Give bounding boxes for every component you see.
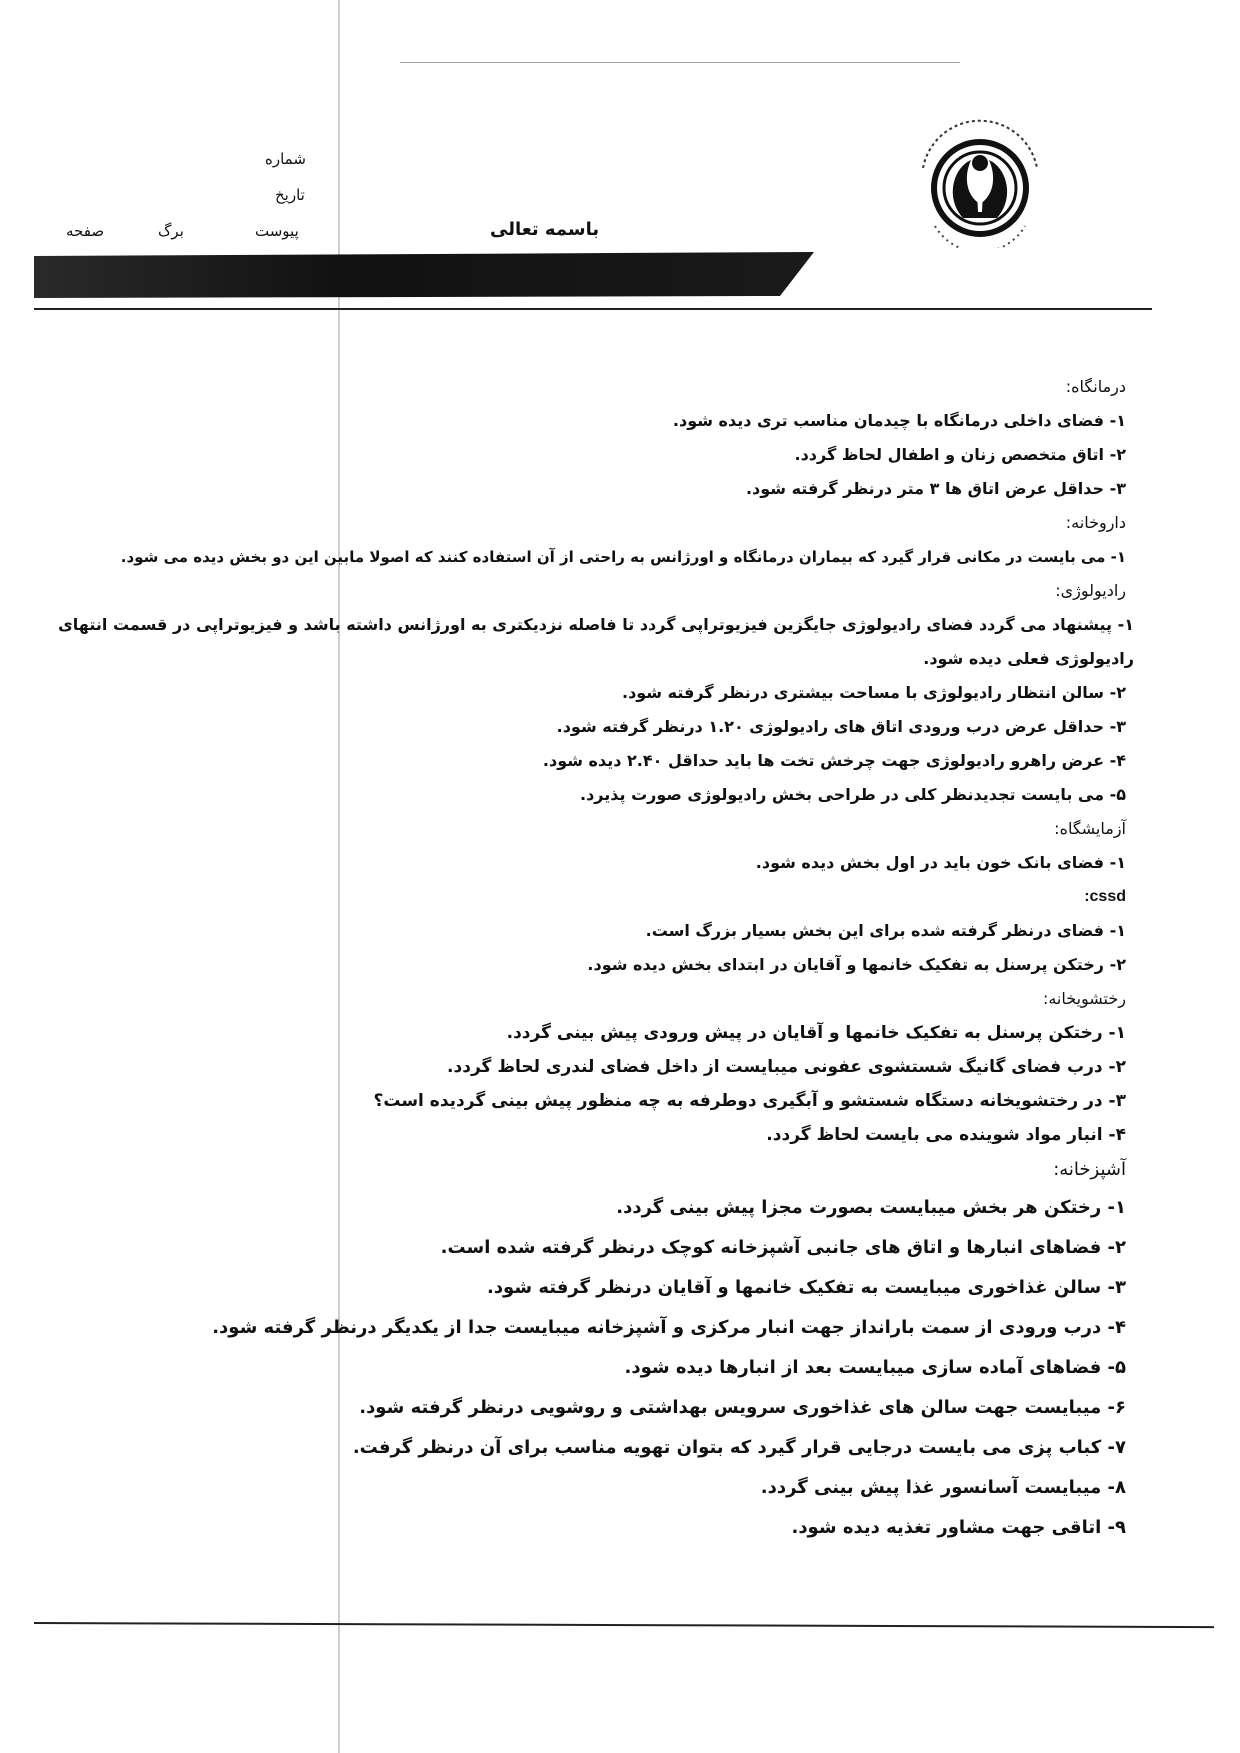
list-item: ۵- فضاهای آماده سازی میبایست بعد از انبارها دیده شود. xyxy=(624,1357,1126,1378)
footer-divider xyxy=(34,1622,1214,1628)
list-item: ۹- اتاقی جهت مشاور تغذیه دیده شود. xyxy=(791,1517,1126,1538)
section-title: رختشویخانه: xyxy=(1042,989,1126,1008)
section-title: رادیولوژی: xyxy=(1055,581,1126,600)
list-item: ۳- حداقل عرض اتاق ها ۳ متر درنظر گرفته شود. xyxy=(745,479,1126,498)
page-label: صفحه xyxy=(66,222,105,240)
list-item: ۳- در رختشویخانه دستگاه شستشو و آبگیری دوطرفه به چه منظور پیش بینی گردیده است؟ xyxy=(373,1091,1126,1111)
list-item: ۲- درب فضای گانیگ شستشوی عفونی میبایست از داخل فضای لندری لحاظ گردد. xyxy=(447,1057,1126,1077)
list-item: ۷- کباب پزی می بایست درجایی قرار گیرد که بتوان تهویه مناسب برای آن درنظر گرفت. xyxy=(352,1437,1126,1458)
list-item: ۴- درب ورودی از سمت بارانداز جهت انبار مرکزی و آشپزخانه میبایست جدا از یکدیگر درنظر گرفته شود. xyxy=(212,1317,1126,1338)
section-pharmacy xyxy=(18,506,1128,574)
section-title: cssd: xyxy=(1084,888,1126,905)
section-radiology xyxy=(18,574,1134,812)
scan-artifact-top xyxy=(400,62,960,63)
letter-body xyxy=(18,370,1134,1548)
sheet-label: برگ xyxy=(158,222,184,240)
list-item: ۴- انبار مواد شوینده می بایست لحاظ گردد. xyxy=(766,1125,1126,1145)
list-item: ۴- عرض راهرو رادیولوژی جهت چرخش تخت ها باید حداقل ۲.۴۰ دیده شود. xyxy=(542,751,1126,770)
list-item: ۳- حداقل عرض درب ورودی اتاق های رادیولوژی ۱.۲۰ درنظر گرفته شود. xyxy=(556,717,1126,736)
letter-header-fields xyxy=(60,150,330,245)
section-title: داروخانه: xyxy=(1065,513,1126,532)
list-item: ۲- رختکن پرسنل به تفکیک خانمها و آقایان در ابتدای بخش دیده شود. xyxy=(587,955,1126,974)
basmala-heading: باسمه تعالی xyxy=(490,219,600,240)
list-item: ۱- فضای بانک خون باید در اول بخش دیده شود. xyxy=(755,853,1126,872)
list-item: ۲- اتاق متخصص زنان و اطفال لحاظ گردد. xyxy=(794,445,1126,464)
section-title: آشپزخانه: xyxy=(1053,1159,1126,1180)
list-item: ۶- میبایست جهت سالن های غذاخوری سرویس بهداشتی و روشویی درنظر گرفته شود. xyxy=(359,1397,1126,1418)
list-item: ۱- می بایست در مکانی قرار گیرد که بیماران درمانگاه و اورژانس به راحتی از آن استفاده کنند که اصولا مابین این دو بخش دیده می شود. xyxy=(120,548,1126,566)
list-item: ۱- رختکن هر بخش میبایست بصورت مجزا پیش بینی گردد. xyxy=(616,1197,1126,1218)
number-label: شماره xyxy=(265,150,306,168)
header-banner xyxy=(34,252,814,300)
list-item: ۵- می بایست تجدیدنظر کلی در طراحی بخش رادیولوژی صورت پذیرد. xyxy=(580,785,1126,804)
list-item: ۱- فضای درنظر گرفته شده برای این بخش بسیار بزرگ است. xyxy=(645,921,1126,940)
university-emblem-icon xyxy=(905,108,1055,248)
section-clinic xyxy=(18,370,1128,506)
list-item: ۱- فضای داخلی درمانگاه با چیدمان مناسب تری دیده شود. xyxy=(672,411,1126,430)
list-item: ۱- پیشنهاد می گردد فضای رادیولوژی جایگزین فیزیوتراپی گردد تا فاصله نزدیکتری به اورژانس داشته باشد و فیزیوتراپی در قسمت انتهای رادیولوژی فعلی دیده شود. xyxy=(58,615,1134,668)
section-laundry xyxy=(18,982,1128,1152)
list-item: ۳- سالن غذاخوری میبایست به تفکیک خانمها و آقایان درنظر گرفته شود. xyxy=(486,1277,1126,1298)
list-item: ۲- فضاهای انبارها و اتاق های جانبی آشپزخانه کوچک درنظر گرفته شده است. xyxy=(440,1237,1126,1258)
list-item: ۸- میبایست آسانسور غذا پیش بینی گردد. xyxy=(760,1477,1126,1498)
section-title: درمانگاه: xyxy=(1065,377,1126,396)
list-item: ۲- سالن انتظار رادیولوژی با مساحت بیشتری درنظر گرفته شود. xyxy=(621,683,1126,702)
section-kitchen xyxy=(18,1152,1128,1548)
attachment-label: پیوست xyxy=(255,222,299,240)
section-title: آزمایشگاه: xyxy=(1054,819,1126,838)
list-item: ۱- رختکن پرسنل به تفکیک خانمها و آقایان در پیش ورودی پیش بینی گردد. xyxy=(506,1023,1126,1043)
header-divider xyxy=(34,308,1152,310)
section-cssd xyxy=(18,880,1128,982)
date-label: تاریخ xyxy=(275,186,305,204)
section-laboratory xyxy=(18,812,1128,880)
